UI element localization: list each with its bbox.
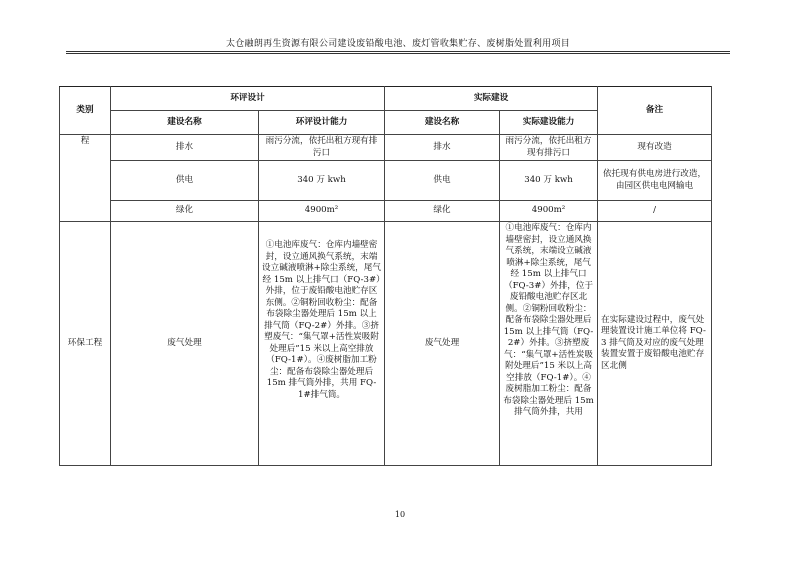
build-name-cell: 排水 <box>111 135 259 161</box>
page-header: 太仓融朗再生资源有限公司建设废铅酸电池、废灯管收集贮存、废树脂处置利用项目 <box>225 39 571 49</box>
actual-name-cell: 供电 <box>385 161 500 201</box>
category-cell: 环保工程 <box>60 222 111 466</box>
header-actual-build: 实际建设 <box>385 87 598 111</box>
category-cell: 程 <box>60 135 111 222</box>
actual-capacity-cell: 雨污分流，依托出租方现有排污口 <box>500 135 598 161</box>
remark-cell: 现有改造 <box>598 135 712 161</box>
remark-cell: / <box>598 201 712 222</box>
build-name-cell: 绿化 <box>111 201 259 222</box>
header-rule-secondary <box>66 53 730 54</box>
actual-capacity-cell: 340 万 kwh <box>500 161 598 201</box>
actual-name-cell: 废气处理 <box>385 222 500 466</box>
header-category: 类别 <box>60 87 111 135</box>
actual-name-cell: 绿化 <box>385 201 500 222</box>
build-name-cell: 供电 <box>111 161 259 201</box>
build-name-cell: 废气处理 <box>111 222 259 466</box>
header-build-name: 建设名称 <box>111 111 259 135</box>
remark-cell: 依托现有供电房进行改造，由园区供电电网输电 <box>598 161 712 201</box>
actual-capacity-cell: ①电池库废气：仓库内墙壁密封，设立通风换气系统，末端设立碱液喷淋+除尘系统，尾气经 15m 以上排气口（FQ-3#）外排，位于废铅酸电池贮存区北侧。②铜粉回收粉尘：配备布袋除尘器处理后 15m 以上排气筒（FQ-2#）外排。③挤塑废气：“集气罩+活性炭吸附处理后”15 米以上高空排放（FQ-1#）。④废树脂加工粉尘：配备布袋除尘器处理后 15m 排气筒外排，共用 <box>500 222 598 466</box>
table-row <box>60 222 712 466</box>
header-actual-capacity: 实际建设能力 <box>500 111 598 135</box>
eia-capacity-cell: 4900m² <box>259 201 385 222</box>
actual-name-cell: 排水 <box>385 135 500 161</box>
header-actual-build-name: 建设名称 <box>385 111 500 135</box>
table-row <box>60 201 712 222</box>
table-row <box>60 161 712 201</box>
page-number: 10 <box>394 510 406 519</box>
eia-capacity-cell: 雨污分流，依托出租方现有排污口 <box>259 135 385 161</box>
header-eia-design: 环评设计 <box>111 87 385 111</box>
table-row <box>60 135 712 161</box>
header-rule <box>66 51 730 52</box>
actual-capacity-cell: 4900m² <box>500 201 598 222</box>
eia-capacity-cell: 340 万 kwh <box>259 161 385 201</box>
header-eia-capacity: 环评设计能力 <box>259 111 385 135</box>
construction-comparison-table <box>59 86 712 466</box>
header-remark: 备注 <box>598 87 712 135</box>
remark-cell: 在实际建设过程中，废气处理装置设计施工单位将 FQ-3 排气筒及对应的废气处理装置安置于废铅酸电池贮存区北侧 <box>598 222 712 466</box>
eia-capacity-cell: ①电池库废气：仓库内墙壁密封，设立通风换气系统，末端设立碱液喷淋+除尘系统，尾气经 15m 以上排气口（FQ-3#）外排，位于废铅酸电池贮存区东侧。②铜粉回收粉尘：配备布袋除尘器处理后 15m 以上排气筒（FQ-2#）外排。③挤塑废气：“集气罩+活性炭吸附处理后”15 米以上高空排放（FQ-1#）。④废树脂加工粉尘：配备布袋除尘器处理后 15m 排气筒外排，共用 FQ-1#排气筒。 <box>259 222 385 466</box>
